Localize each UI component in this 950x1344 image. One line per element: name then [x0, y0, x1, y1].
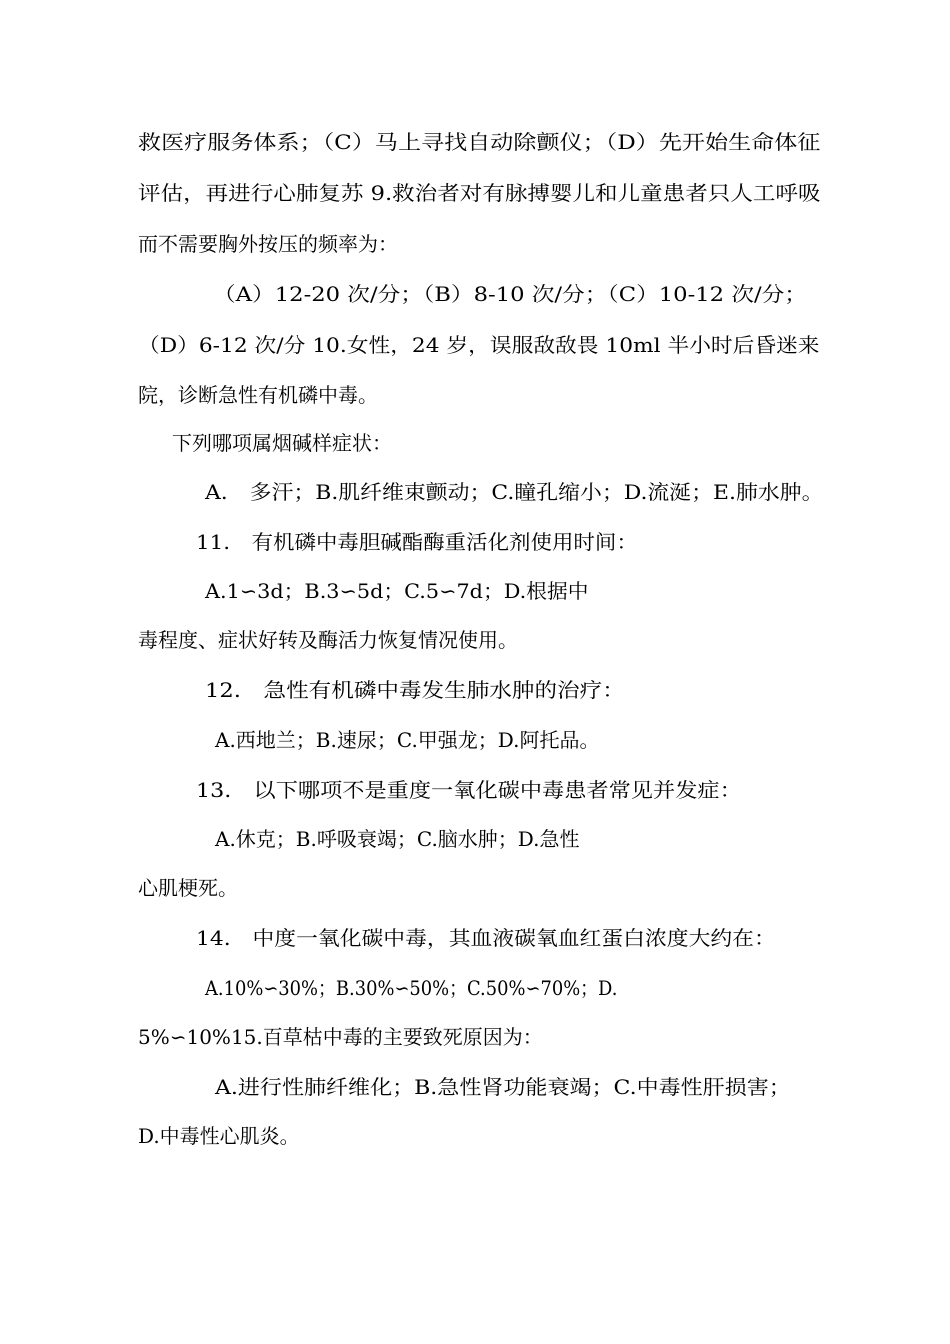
text-line-14: 13. 以下哪项不是重度一氧化碳中毒患者常见并发症： [196, 778, 742, 802]
text-line-12: 12. 急性有机磷中毒发生肺水肿的治疗： [205, 678, 625, 702]
text-line-5: （D）6-12 次/分 10.女性，24 岁，误服敌敌畏 10ml 半小时后昏迷来 [138, 333, 820, 357]
text-line-10: A.1∽3d；B.3∽5d；C.5∽7d；D.根据中 [205, 579, 589, 603]
text-line-8: A. 多汗；B.肌纤维束颤动；C.瞳孔缩小；D.流涎；E.肺水肿。 [205, 480, 824, 504]
text-line-21: D.中毒性心肌炎。 [138, 1124, 300, 1148]
text-line-6: 院，诊断急性有机磷中毒。 [138, 383, 378, 407]
text-line-3: 而不需要胸外按压的频率为： [138, 232, 398, 256]
text-line-1: 救医疗服务体系；（C）马上寻找自动除颤仪；（D）先开始生命体征 [138, 130, 821, 154]
text-line-7: 下列哪项属烟碱样症状： [172, 431, 392, 455]
text-line-2: 评估，再进行心肺复苏 9.救治者对有脉搏婴儿和儿童患者只人工呼吸 [138, 181, 821, 205]
text-line-19: 5%∽10%15.百草枯中毒的主要致死原因为： [138, 1025, 543, 1049]
text-line-9: 11. 有机磷中毒胆碱酯酶重活化剂使用时间： [196, 530, 638, 554]
text-line-18: A.10%∽30%；B.30%∽50%；C.50%∽70%；D. [205, 976, 618, 1000]
text-line-16: 心肌梗死。 [138, 876, 238, 900]
text-line-4: （A）12-20 次/分；（B）8-10 次/分；（C）10-12 次/分； [213, 282, 807, 306]
text-line-15: A.休克；B.呼吸衰竭；C.脑水肿；D.急性 [215, 827, 580, 851]
text-line-20: A.进行性肺纤维化；B.急性肾功能衰竭；C.中毒性肝损害； [215, 1075, 791, 1099]
text-line-17: 14. 中度一氧化碳中毒，其血液碳氧血红蛋白浓度大约在： [196, 926, 776, 950]
text-line-13: A.西地兰；B.速尿；C.甲强龙；D.阿托品。 [215, 728, 600, 752]
text-line-11: 毒程度、症状好转及酶活力恢复情况使用。 [138, 628, 518, 652]
